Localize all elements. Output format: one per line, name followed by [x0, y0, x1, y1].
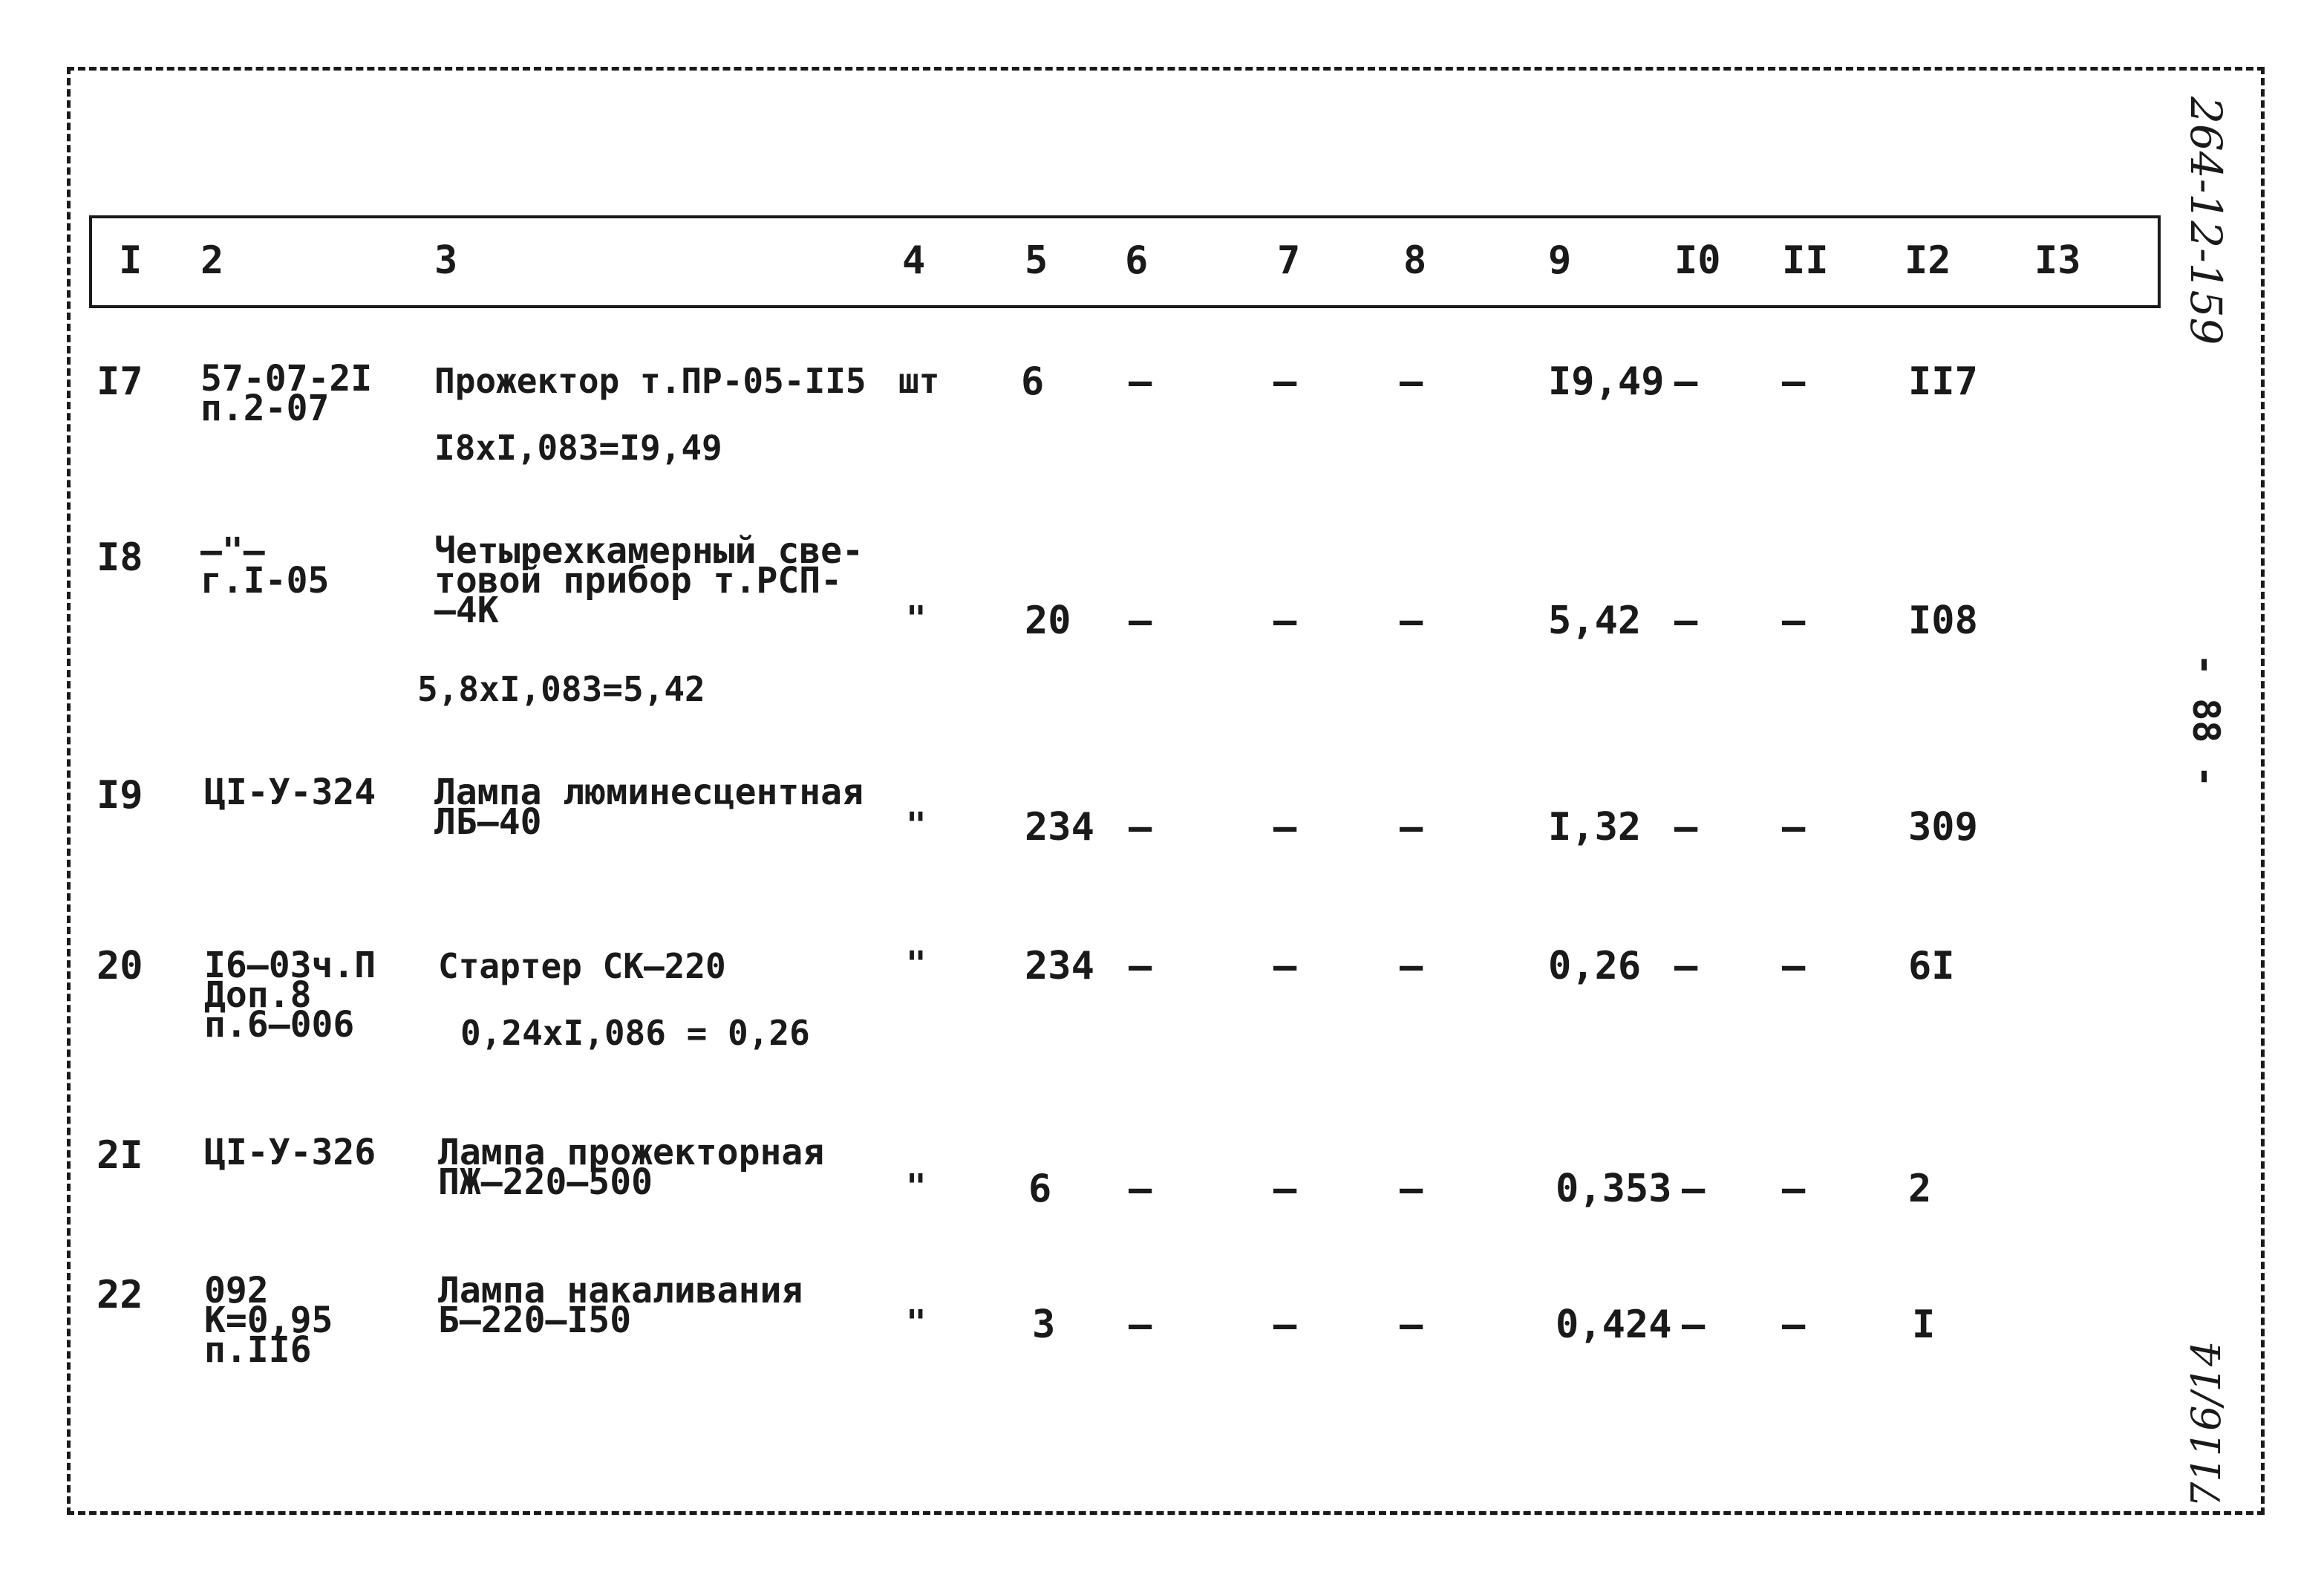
row-col8: – — [1400, 944, 1423, 988]
row-col7: – — [1273, 599, 1297, 643]
row-col6: – — [1129, 599, 1152, 643]
row-col6: – — [1129, 805, 1152, 850]
row-calculation: 0,24хI,086 = 0,26 — [460, 1013, 810, 1053]
row-col7: – — [1273, 359, 1297, 404]
row-code: I6–03ч.П Доп.8 п.6–006 — [204, 945, 376, 1046]
header-col-13: I3 — [2034, 238, 2081, 283]
row-price: 5,42 — [1548, 599, 1642, 643]
row-name: Прожектор т.ПР-05-II5 — [434, 361, 866, 401]
row-number: I7 — [97, 359, 143, 404]
document-code-note: 264-12-159 — [2181, 97, 2231, 345]
row-col8: – — [1400, 805, 1423, 850]
header-col-6: 6 — [1125, 238, 1149, 283]
row-col10: – — [1674, 359, 1698, 404]
row-col7: – — [1273, 805, 1297, 850]
row-price: I,32 — [1548, 805, 1642, 850]
row-quantity: 3 — [1032, 1302, 1056, 1347]
row-quantity: 6 — [1021, 359, 1045, 404]
row-col7: – — [1273, 1302, 1297, 1347]
row-quantity: 6 — [1028, 1167, 1052, 1211]
row-col8: – — [1400, 599, 1423, 643]
row-col11: – — [1782, 1167, 1806, 1211]
row-col10: – — [1682, 1302, 1706, 1347]
row-unit: " — [906, 805, 927, 845]
row-unit: " — [906, 1167, 927, 1207]
row-col10: – — [1674, 599, 1698, 643]
row-calculation: I8хI,083=I9,49 — [434, 428, 722, 468]
row-total: 2 — [1908, 1167, 1932, 1211]
row-quantity: 234 — [1025, 805, 1094, 850]
row-col10: – — [1682, 1167, 1706, 1211]
row-number: 22 — [97, 1273, 143, 1317]
row-number: I9 — [97, 773, 143, 818]
row-quantity: 20 — [1025, 599, 1071, 643]
header-col-9: 9 — [1548, 238, 1572, 283]
row-col11: – — [1782, 599, 1806, 643]
row-unit: " — [906, 599, 927, 639]
row-total: I — [1912, 1302, 1936, 1347]
header-col-5: 5 — [1025, 238, 1048, 283]
row-code: ЦI-У-324 — [204, 772, 376, 813]
header-col-2: 2 — [200, 238, 224, 283]
row-quantity: 234 — [1025, 944, 1094, 988]
row-name: Стартер СК–220 — [438, 946, 726, 986]
header-col-7: 7 — [1277, 238, 1301, 283]
row-total: II7 — [1908, 359, 1978, 404]
header-col-8: 8 — [1403, 238, 1427, 283]
row-code: –"– г.I-05 — [200, 530, 330, 601]
row-col6: – — [1129, 1302, 1152, 1347]
row-col6: – — [1129, 1167, 1152, 1211]
row-col8: – — [1400, 359, 1423, 404]
header-col-1: I — [119, 238, 143, 283]
row-name: Лампа прожекторная ПЖ–220–500 — [438, 1132, 825, 1203]
row-col11: – — [1782, 359, 1806, 404]
row-name: Лампа накаливания Б–220–I50 — [438, 1270, 803, 1341]
page-number: - 88 - — [2184, 653, 2227, 788]
row-col6: – — [1129, 359, 1152, 404]
row-calculation: 5,8хI,083=5,42 — [417, 669, 705, 709]
row-col11: – — [1782, 944, 1806, 988]
row-number: I8 — [97, 535, 143, 580]
header-col-3: 3 — [434, 238, 458, 283]
row-name: Лампа люминесцентная ЛБ–40 — [434, 772, 864, 843]
row-code: 092 К=0,95 п.II6 — [204, 1270, 333, 1371]
row-price: 0,26 — [1548, 944, 1642, 988]
header-col-12: I2 — [1904, 238, 1951, 283]
row-code: 57-07-2I п.2-07 — [200, 358, 373, 429]
row-col6: – — [1129, 944, 1152, 988]
row-price: I9,49 — [1548, 359, 1665, 404]
row-col7: – — [1273, 1167, 1297, 1211]
row-total: 6I — [1908, 944, 1955, 988]
row-col11: – — [1782, 805, 1806, 850]
row-col8: – — [1400, 1302, 1423, 1347]
row-total: 309 — [1908, 805, 1978, 850]
row-col11: – — [1782, 1302, 1806, 1347]
header-col-4: 4 — [902, 238, 926, 283]
row-unit: шт — [898, 361, 940, 401]
header-col-10: I0 — [1674, 238, 1721, 283]
row-total: I08 — [1908, 599, 1978, 643]
row-col7: – — [1273, 944, 1297, 988]
row-unit: " — [906, 944, 927, 984]
row-number: 20 — [97, 944, 143, 988]
row-code: ЦI-У-326 — [204, 1132, 376, 1173]
header-col-11: II — [1782, 238, 1829, 283]
row-col8: – — [1400, 1167, 1423, 1211]
row-price: 0,353 — [1556, 1167, 1672, 1211]
row-unit: " — [906, 1302, 927, 1343]
row-price: 0,424 — [1556, 1302, 1672, 1347]
row-col10: – — [1674, 805, 1698, 850]
row-col10: – — [1674, 944, 1698, 988]
inventory-note: 7116/14 — [2183, 1340, 2230, 1507]
row-number: 2I — [97, 1133, 143, 1178]
row-name: Четырехкамерный све- товой прибор т.РСП- –4К — [434, 530, 864, 631]
